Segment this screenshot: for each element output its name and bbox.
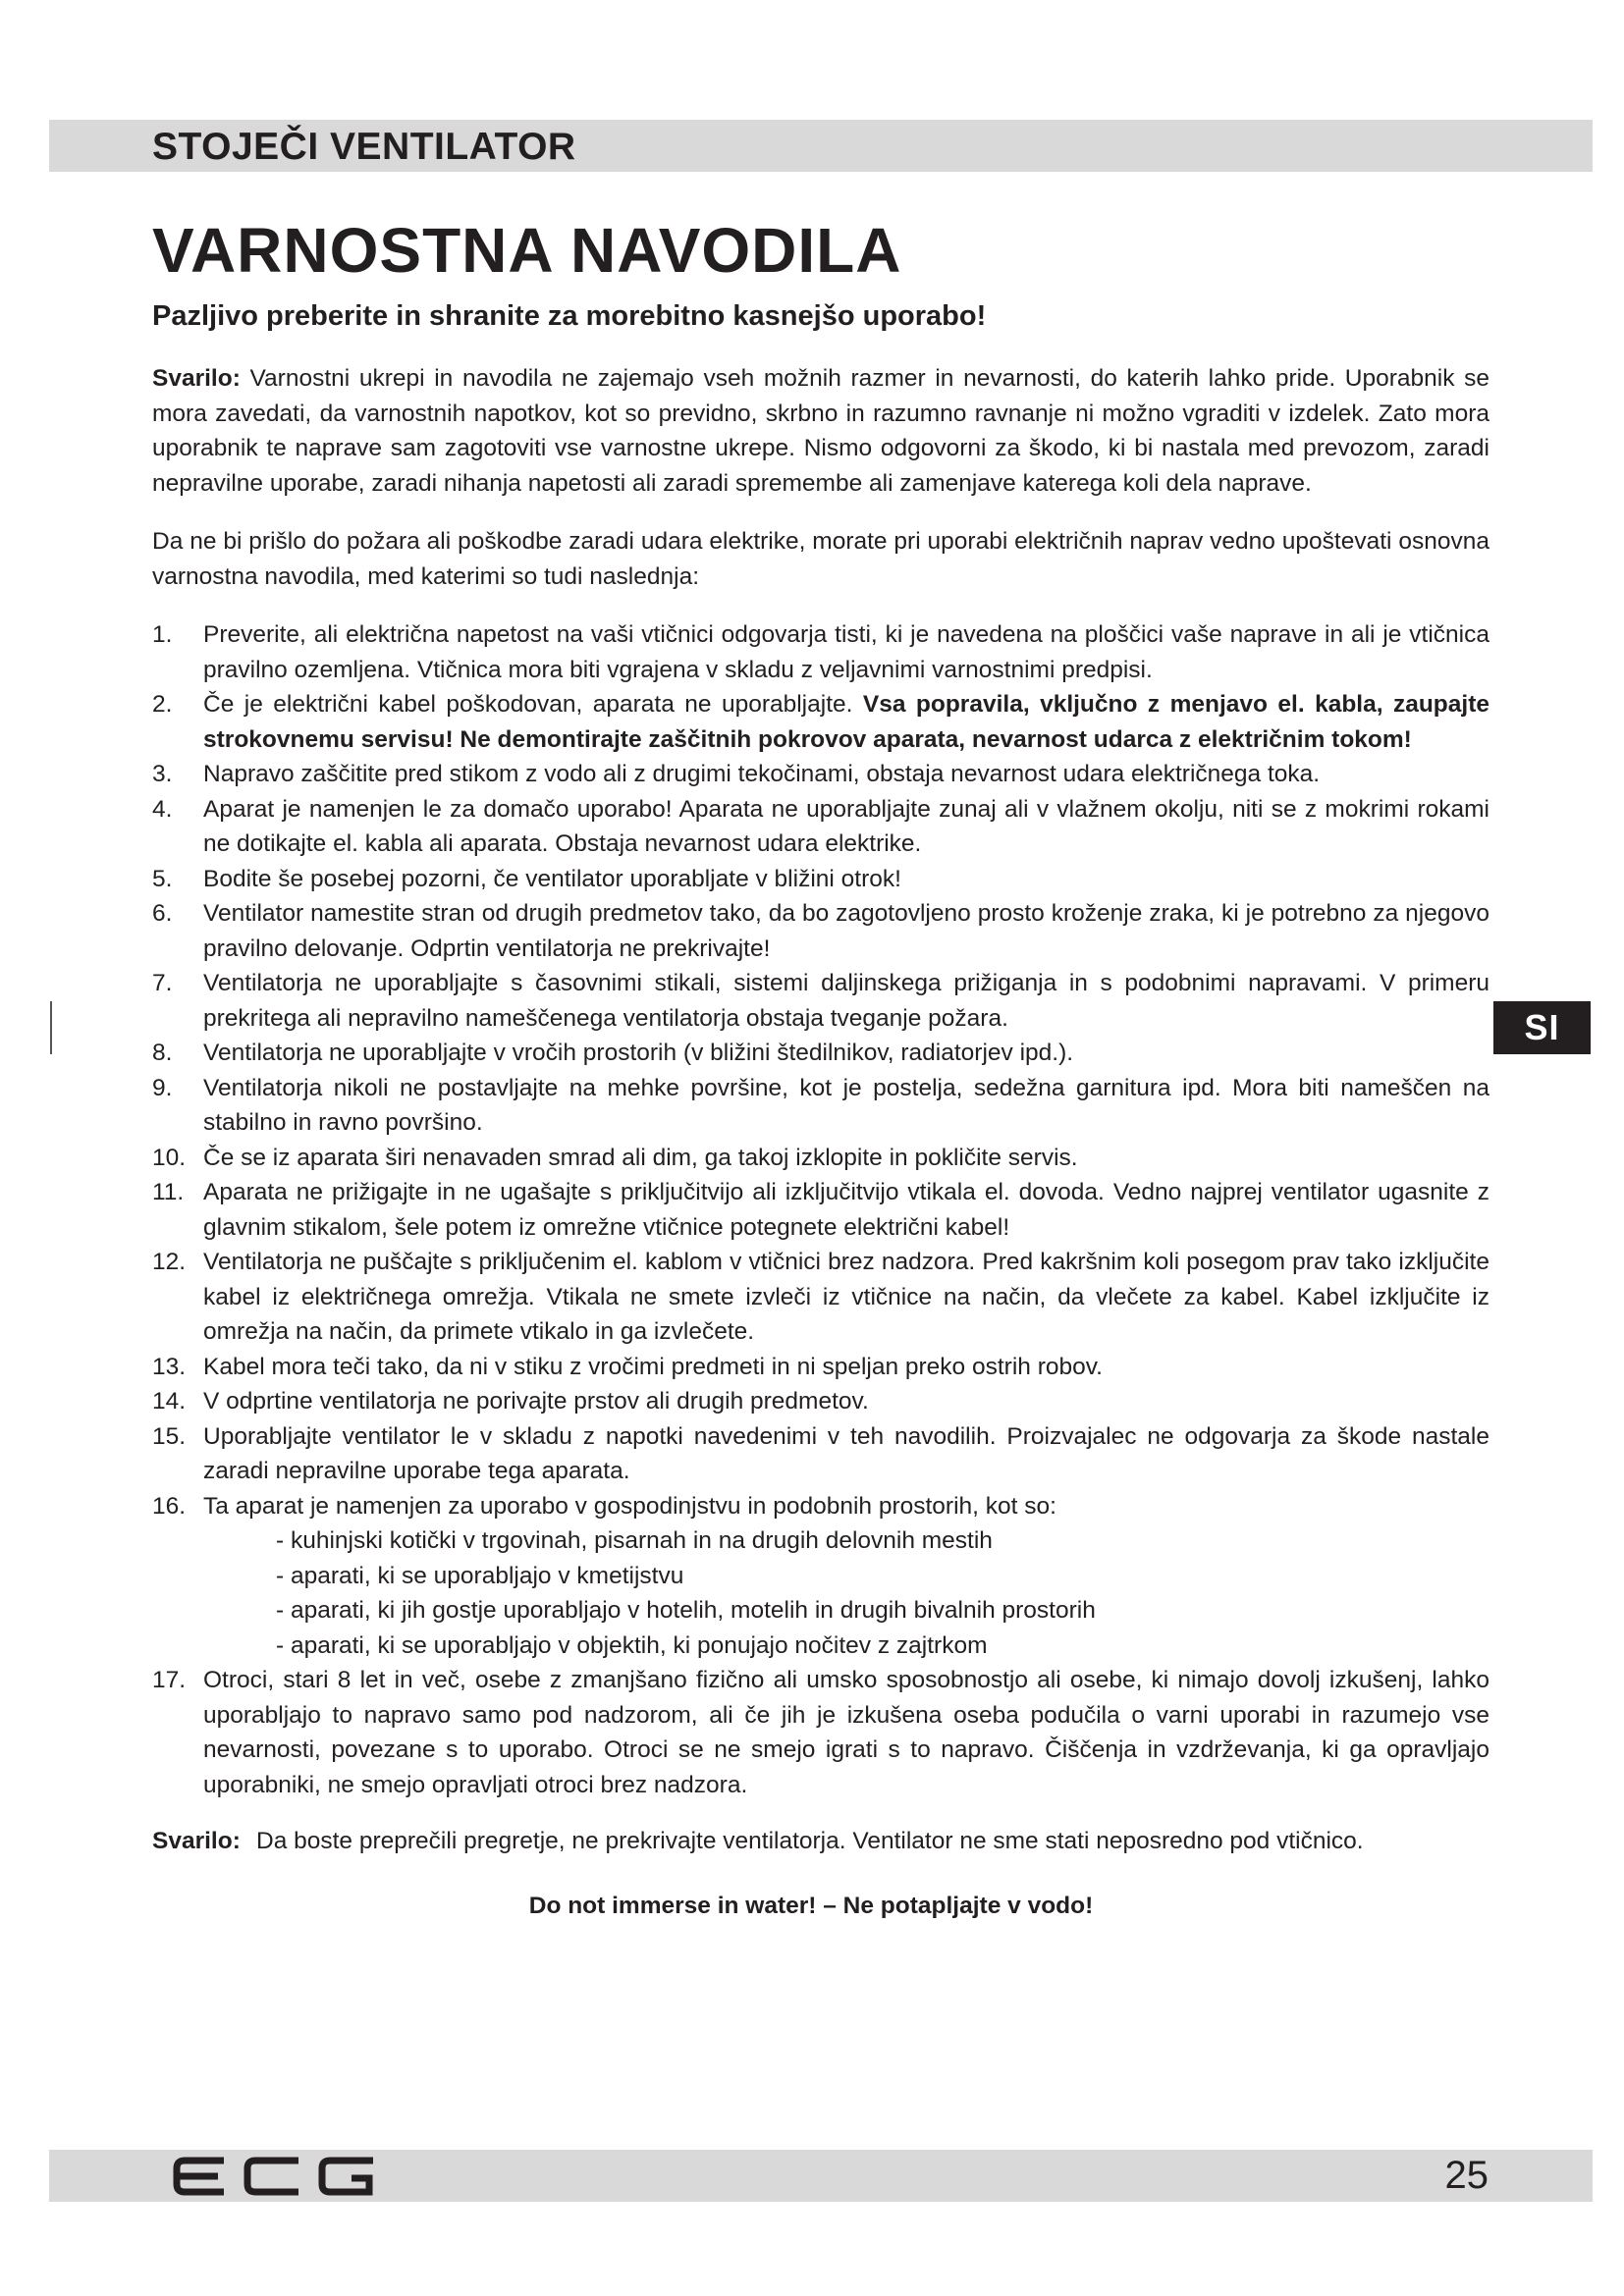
item-text: Kabel mora teči tako, da ni v stiku z vročimi predmeti in ni speljan preko ostrih robov. [203,1353,1103,1380]
language-badge: SI [1493,1001,1591,1054]
closing-warning-label: Svarilo: [152,1828,241,1854]
header-title: STOJEČI VENTILATOR [152,126,576,168]
item-text: Bodite še posebej pozorni, če ventilator uporabljate v bližini otrok! [203,865,901,892]
item-text: Ventilatorja ne uporabljajte v vročih prostorih (v bližini štedilnikov, radiatorjev ipd.). [203,1040,1074,1066]
list-item [152,1663,1489,1802]
item-text: Ventilatorja ne puščajte s priključenim el. kablom v vtičnici brez nadzora. Pred kakršnim koli posegom prav tako izključite kabel iz električnega omrežja. Vtikala ne smete izvleči iz vtičnice na način, da vlečete za kabel. Kabel izključite iz omrežja na način, da primete vtikalo in ga izvlečete. [203,1249,1489,1345]
content [152,361,1489,1923]
item-number: 2. [152,691,173,718]
item-text: Uporabljajte ventilator le v skladu z napotki navedenimi v teh navodilih. Proizvajalec ne odgovarja za škode nastale zaradi nepravilne uporabe tega aparata. [203,1422,1489,1484]
ecg-logo-icon [173,2155,379,2198]
item-text: V odprtine ventilatorja ne porivajte prstov ali drugih predmetov. [203,1388,869,1415]
ecg-logo [173,2155,379,2198]
item-text: Aparata ne prižigajte in ne ugašajte s priključitvijo ali izključitvijo vtikala el. dovoda. Vedno najprej ventilator ugasnite z glavnim stikalom, šele potem iz omrežne vtičnice potegnete električni kabel! [203,1179,1489,1241]
item-number: 15. [152,1422,187,1450]
item-bold-text: Vsa popravila, vključno z menjavo el. kabla, zaupajte strokovnemu servisu! Ne demontirajte zaščitnih pokrovov aparata, nevarnost udarca z električnim tokom! [203,691,1489,753]
sub-list-item: - aparati, ki se uporabljajo v objektih, ki ponujajo nočitev z zajtrkom [276,1631,988,1659]
list-item [152,1071,1489,1141]
item-text: Ventilatorja ne uporabljajte s časovnimi stikali, sistemi daljinskega prižiganja in s podobnimi napravami. V primeru prekritega ali nepravilno nameščenega ventilatorja obstaja tveganje požara. [203,970,1489,1032]
item-number: 7. [152,970,173,996]
intro-warning-text: Varnostni ukrepi in navodila ne zajemajo vseh možnih razmer in nevarnosti, do katerih lahko pride. Uporabnik se mora zavedati, da varnostnih napotkov, kot so previdno, skrbno in razumno ravnanje ni možno vgraditi v izdelek. Zato mora uporabnik te naprave sam zagotoviti vse varnostne ukrepe. Nismo odgovorni za škodo, ki bi nastala med prevozom, zaradi nepravilne uporabe, zaradi nihanja napetosti ali zaradi spremembe ali zamenjave katerega koli dela naprave. [152,365,1489,497]
item-text: Aparat je namenjen le za domačo uporabo! Aparata ne uporabljajte zunaj ali v vlažnem okolju, niti se z mokrimi rokami ne dotikajte el. kabla ali aparata. Obstaja nevarnost udara elektrike. [203,795,1489,857]
closing-warning-text: Da boste preprečili pregretje, ne prekrivajte ventilatorja. Ventilator ne sme stati neposredno pod vtičnico. [256,1828,1364,1854]
sub-list-item: - aparati, ki jih gostje uporabljajo v hotelih, motelih in drugih bivalnih prostorih [276,1597,1096,1624]
item-text: Če je električni kabel poškodovan, aparata ne uporabljajte. [203,691,863,718]
item-text: Napravo zaščitite pred stikom z vodo ali z drugimi tekočinami, obstaja nevarnost udara električnega toka. [203,761,1321,787]
page-subtitle: Pazljivo preberite in shranite za morebitno kasnejšo uporabo! [152,300,987,332]
list-item [152,1175,1489,1245]
list-item [152,1419,1489,1489]
list-item [152,1141,1489,1176]
item-number: 12. [152,1249,187,1275]
item-number: 1. [152,621,173,648]
item-number: 13. [152,1353,187,1380]
item-text: Če se iz aparata širi nenavaden smrad ali dim, ga takoj izklopite in pokličite servis. [203,1144,1078,1171]
page-number: 25 [1444,2154,1489,2197]
list-item [152,687,1489,757]
item-number: 16. [152,1492,187,1520]
list-item [152,757,1489,792]
list-item [152,966,1489,1036]
item-text: Ventilator namestite stran od drugih predmetov tako, da bo zagotovljeno prosto kroženje zraka, ki je potrebno za njegovo pravilno delovanje. Odprtin ventilatorja ne prekrivajte! [203,900,1489,962]
list-item [152,617,1489,687]
item-number: 9. [152,1074,173,1101]
item-number: 4. [152,795,173,823]
page-title: VARNOSTNA NAVODILA [152,215,902,286]
item-number: 5. [152,865,173,892]
item-text: Preverite, ali električna napetost na vaši vtičnici odgovarja tisti, ki je navedena na ploščici vaše naprave in ali je vtičnica pravilno ozemljena. Vtičnica mora biti vgrajena v skladu z veljavnimi varnostnimi predpisi. [203,621,1489,683]
closing-warning [152,1824,1489,1859]
intro-paragraph: Da ne bi prišlo do požara ali poškodbe zaradi udara elektrike, morate pri uporabi električnih naprav vedno upoštevati osnovna varnostna navodila, med katerimi so tudi naslednja: [152,528,1489,590]
item-text: Otroci, stari 8 let in več, osebe z zmanjšano fizično ali umsko sposobnostjo ali osebe, ki nimajo dovolj izkušenj, lahko uporabljajo to napravo samo pod nadzorom, ali če jih je izkušena oseba podučila o varni uporabi in razumejo vse nevarnosti, povezane s to uporabo. Otroci se ne smejo igrati s to napravo. Čiščenja in vzdrževanja, ki ga opravljajo uporabniki, ne smejo opravljati otroci brez nadzora. [203,1667,1489,1798]
item-number: 10. [152,1144,187,1171]
item-number: 17. [152,1667,187,1693]
sub-list-item: - aparati, ki se uporabljajo v kmetijstvu [276,1562,684,1589]
item-number: 14. [152,1388,187,1415]
item-text: Ventilatorja nikoli ne postavljajte na mehke površine, kot je postelja, sedežna garnitura ipd. Mora biti nameščen na stabilno in ravno površino. [203,1074,1489,1136]
safety-list [152,617,1489,1802]
list-item [152,792,1489,862]
list-item [152,1384,1489,1419]
margin-mark [50,1001,52,1054]
list-item [152,1036,1489,1071]
item-text: Ta aparat je namenjen za uporabo v gospodinjstvu in podobnih prostorih, kot so: [203,1492,1056,1520]
list-item [152,1489,1489,1664]
list-item [152,1350,1489,1385]
list-item [152,1245,1489,1350]
item-number: 11. [152,1179,185,1205]
intro-warning-label: Svarilo: [152,365,241,392]
sub-list [203,1523,1489,1663]
list-item [152,896,1489,966]
footer-bar [49,2150,1593,2202]
sub-list-item: - kuhinjski kotički v trgovinah, pisarnah in na drugih delovnih mestih [276,1527,993,1554]
item-number: 3. [152,761,173,787]
item-number: 6. [152,900,173,927]
list-item [152,862,1489,897]
intro-warning [152,361,1489,501]
final-note: Do not immerse in water! – Ne potapljajte v vodo! [528,1892,1094,1919]
header-bar [49,120,1593,172]
item-number: 8. [152,1040,173,1066]
